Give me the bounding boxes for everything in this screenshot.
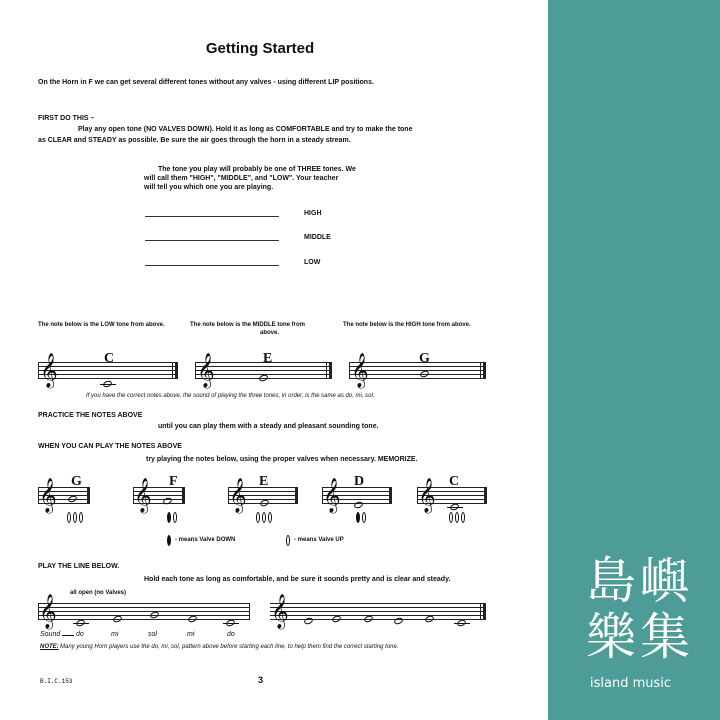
practice-line: until you can play them with a steady and pleasant sounding tone. bbox=[158, 423, 379, 430]
caption-middle-1: The note below is the MIDDLE tone from bbox=[190, 322, 306, 328]
legend-down: - means Valve DOWN bbox=[175, 537, 236, 543]
box-line-3: will tell you which one you are playing. bbox=[144, 184, 274, 191]
valve-up-icon bbox=[79, 512, 83, 523]
box-line-2: will call them "HIGH", "MIDDLE", and "LOW". Your teacher bbox=[144, 175, 339, 182]
caption-middle-2: above. bbox=[260, 330, 280, 336]
all-open-label: all open (no Valves) bbox=[70, 590, 127, 596]
valve-down-icon bbox=[167, 535, 171, 546]
blank-high bbox=[145, 216, 279, 217]
tone-middle: MIDDLE bbox=[304, 234, 331, 241]
valve-up-icon bbox=[455, 512, 459, 523]
whole-note-d bbox=[303, 617, 314, 626]
note-text: Many young Horn players use the do, mi, sol, pattern above before starting each line, to help them find the correct starting tone. bbox=[60, 644, 399, 650]
brand-char-3: 樂 bbox=[586, 608, 636, 666]
treble-clef-icon: 𝄞 bbox=[351, 353, 369, 388]
blank-middle bbox=[145, 240, 279, 241]
staff-exercise-2 bbox=[270, 594, 486, 629]
blank-low bbox=[145, 265, 279, 266]
staff-high bbox=[349, 353, 486, 388]
catalog-number: B.I.C.153 bbox=[40, 678, 73, 685]
valve-note-name-e: E bbox=[259, 474, 269, 489]
brand-panel bbox=[548, 0, 720, 720]
play-line: Hold each tone as long as comfortable, and be sure it sounds pretty and is clear and steady. bbox=[144, 576, 451, 583]
treble-clef-icon: 𝄞 bbox=[40, 353, 58, 388]
whole-note-d bbox=[353, 501, 364, 510]
first-heading: FIRST DO THIS – bbox=[38, 115, 95, 122]
brand-char-2: 嶼 bbox=[640, 552, 690, 610]
whole-note-c bbox=[102, 380, 113, 389]
valve-down-icon bbox=[167, 512, 171, 523]
caption-high: The note below is the HIGH tone from above. bbox=[343, 322, 471, 328]
treble-clef-icon: 𝄞 bbox=[197, 353, 215, 388]
treble-clef-icon: 𝄞 bbox=[39, 478, 57, 513]
treble-clef-icon: 𝄞 bbox=[323, 478, 341, 513]
treble-clef-icon: 𝄞 bbox=[39, 594, 57, 629]
whole-note-f bbox=[162, 497, 173, 506]
valve-up-icon bbox=[362, 512, 366, 523]
note-label: NOTE: bbox=[40, 644, 59, 650]
valve-up-icon bbox=[256, 512, 260, 523]
valve-note-name-d: D bbox=[354, 474, 365, 489]
note-name-c: C bbox=[104, 351, 115, 366]
first-line-1: Play any open tone (NO VALVES DOWN). Hold it as long as COMFORTABLE and try to make the tone bbox=[78, 126, 413, 133]
intro-text: On the Horn in F we can get several different tones without any valves - using different LIP positions. bbox=[38, 79, 374, 86]
valve-up-icon bbox=[67, 512, 71, 523]
treble-clef-icon: 𝄞 bbox=[271, 594, 289, 629]
note-name-g: G bbox=[419, 351, 430, 366]
treble-clef-icon: 𝄞 bbox=[418, 478, 436, 513]
valve-up-icon bbox=[268, 512, 272, 523]
tone-low: LOW bbox=[304, 259, 321, 266]
valve-note-name-g: G bbox=[71, 474, 82, 489]
brand-char-4: 集 bbox=[640, 608, 690, 666]
sound-label: Sound bbox=[40, 631, 61, 638]
valve-up-icon bbox=[461, 512, 465, 523]
syllable-mi: mi bbox=[111, 631, 119, 638]
practice-heading: PRACTICE THE NOTES ABOVE bbox=[38, 412, 143, 419]
valve-note-name-f: F bbox=[169, 474, 178, 489]
solfege-note: If you have the correct notes above, the sound of playing the three tones, in order, is the same as do, mi, sol. bbox=[86, 393, 375, 399]
valve-up-icon bbox=[286, 535, 290, 546]
valve-up-icon bbox=[262, 512, 266, 523]
staff-exercise-1 bbox=[38, 594, 250, 629]
tone-high: HIGH bbox=[304, 210, 322, 217]
valve-note-name-c: C bbox=[449, 474, 460, 489]
whole-note-d bbox=[393, 617, 404, 626]
brand-subtitle: island music bbox=[590, 676, 672, 691]
syllable-mi: mi bbox=[187, 631, 195, 638]
note-name-e: E bbox=[263, 351, 273, 366]
legend-up: - means Valve UP bbox=[294, 537, 344, 543]
box-line-1: The tone you play will probably be one of THREE tones. We bbox=[158, 166, 356, 173]
treble-clef-icon: 𝄞 bbox=[134, 478, 152, 513]
when-line: try playing the notes below, using the proper valves when necessary. MEMORIZE. bbox=[146, 456, 418, 463]
syllable-do: do bbox=[227, 631, 235, 638]
caption-low: The note below is the LOW tone from above. bbox=[38, 322, 165, 328]
page-title: Getting Started bbox=[205, 40, 315, 57]
first-line-2: as CLEAR and STEADY as possible. Be sure the air goes through the horn in a steady stream. bbox=[38, 137, 351, 144]
valve-up-icon bbox=[73, 512, 77, 523]
syllable-do: do bbox=[76, 631, 84, 638]
valve-up-icon bbox=[449, 512, 453, 523]
play-heading: PLAY THE LINE BELOW. bbox=[38, 563, 120, 570]
treble-clef-icon: 𝄞 bbox=[229, 478, 247, 513]
syllable-sol: sol bbox=[148, 631, 157, 638]
brand-char-1: 島 bbox=[586, 552, 636, 610]
page-number: 3 bbox=[258, 675, 264, 685]
valve-up-icon bbox=[173, 512, 177, 523]
when-heading: WHEN YOU CAN PLAY THE NOTES ABOVE bbox=[38, 443, 182, 450]
sound-arrow bbox=[62, 635, 74, 636]
staff-valve-g bbox=[38, 478, 90, 513]
valve-down-icon bbox=[356, 512, 360, 523]
